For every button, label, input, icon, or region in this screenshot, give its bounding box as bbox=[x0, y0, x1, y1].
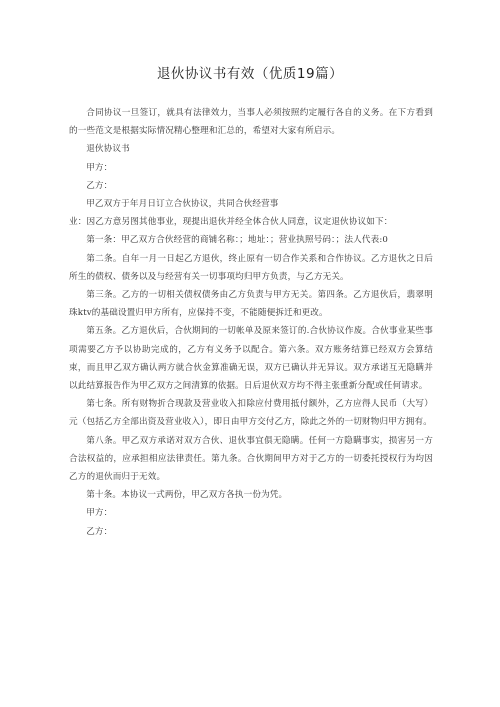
agreement-preamble: 甲乙双方于年月日订立合伙协议，共同合伙经营事 bbox=[86, 199, 279, 210]
signature-party-b: 乙方： bbox=[86, 526, 113, 537]
article-3-4: 第三条。乙方的一切相关债权债务由乙方负责与甲方无关。第四条。乙方退伙后，翡翠明珠ktv的基础设置归甲方所有，应保持不变，不能随便拆迁和更改。 bbox=[69, 290, 433, 319]
article-2: 第二条。自年一月一日起乙方退伙，终止原有一切合作关系和合作协议。乙方退伙之日后所生的债权、债务以及与经营有关一切事项均归甲方负责，与乙方无关。 bbox=[69, 253, 433, 282]
document-title: 退伙协议书有效（优质19篇） bbox=[156, 66, 344, 82]
intro-paragraph: 合同协议一旦签订，就具有法律效力，当事人必须按照约定履行各自的义务。在下方看到的一些范文是根据实际情况精心整理和汇总的，希望对大家有所启示。 bbox=[69, 108, 433, 137]
party-a-line: 甲方： bbox=[86, 162, 113, 173]
signature-party-a: 甲方： bbox=[86, 508, 113, 519]
section-heading: 退伙协议书 bbox=[86, 144, 130, 155]
article-10: 第十条。本协议一式两份，甲乙双方各执一份为凭。 bbox=[86, 490, 288, 501]
document-body bbox=[69, 104, 433, 541]
agreement-preamble-continued: 业：因乙方意另图其他事业，现提出退伙并经全体合伙人同意，议定退伙协议如下： bbox=[69, 217, 393, 228]
article-7: 第七条。所有财物折合现款及营业收入扣除应付费用抵付额外，乙方应得人民币（大写）元（包括乙方全部出资及营业收入），即日由甲方交付乙方，除此之外的一切财物归甲方拥有。 bbox=[69, 399, 433, 428]
article-5-6: 第五条。乙方退伙后，合伙期间的一切帐单及原来签订的.合伙协议作废。合伙事业某些事项需要乙方予以协助完成的，乙方有义务予以配合。第六条。双方账务结算已经双方会算结束，而且甲乙双方确认两方就合伙金算准确无误，双方已确认并无异议。双方承诺互无隐瞒并以此结算报告作为甲乙双方之间清算的依据。日后退伙双方均不得主张重新分配或任何请求。 bbox=[69, 326, 433, 392]
article-8-9: 第八条。甲乙双方承诺对双方合伙、退伙事宜俱无隐瞒。任何一方隐瞒事实，损害另一方合法权益的，应承担相应法律责任。第九条。合伙期间甲方对于乙方的一切委托授权行为均因乙方的退伙而归于无效。 bbox=[69, 435, 433, 483]
article-1: 第一条：甲乙双方合伙经营的商铺名称：；地址：；营业执照号码：；法人代表:0 bbox=[86, 235, 388, 246]
party-b-line: 乙方： bbox=[86, 180, 113, 191]
